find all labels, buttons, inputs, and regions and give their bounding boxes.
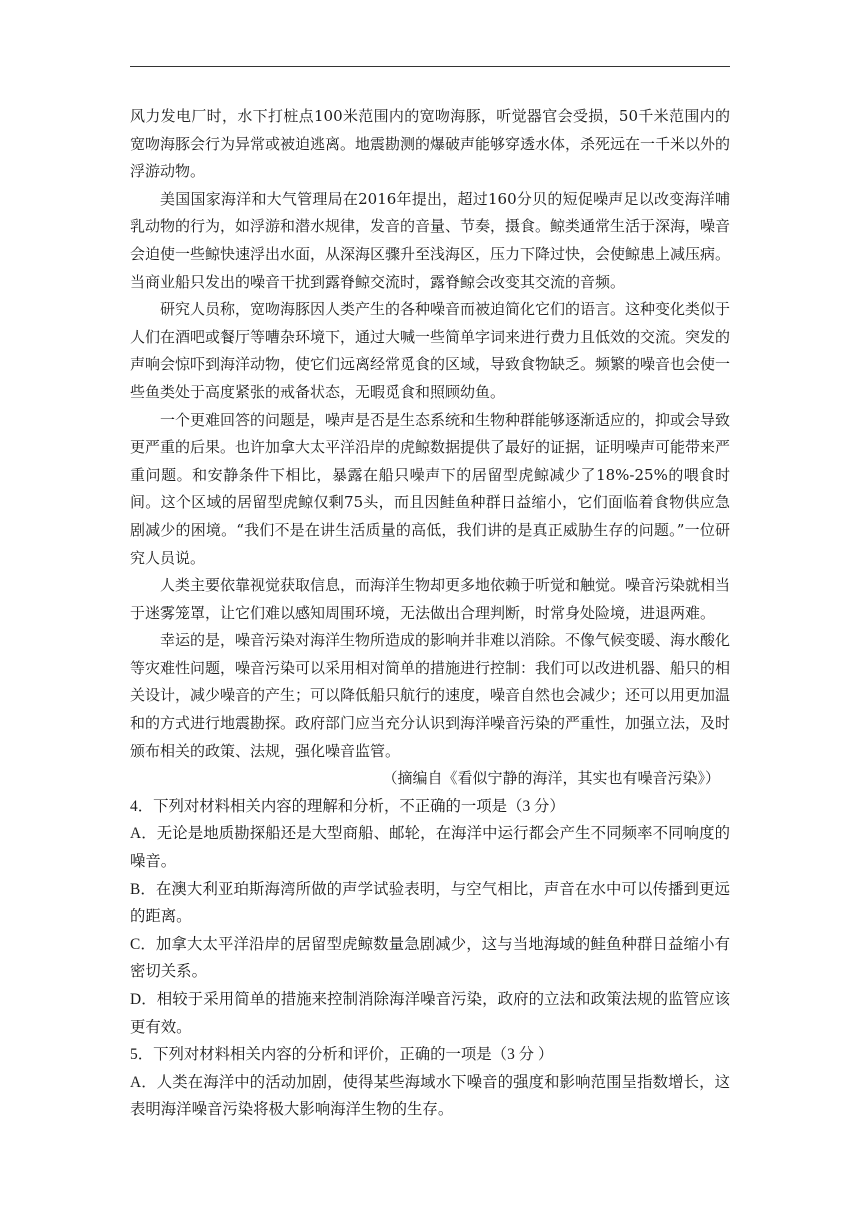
- page-content: [130, 103, 730, 1124]
- question-4-option-b: B．在澳大利亚珀斯海湾所做的声学试验表明，与空气相比，声音在水中可以传播到更远的距离。: [130, 880, 730, 926]
- question-4-option-c: C．加拿大太平洋沿岸的居留型虎鲸数量急剧减少，这与当地海域的鲑鱼种群日益缩小有密切关系。: [130, 935, 730, 981]
- passage-paragraph-1: 风力发电厂时，水下打桩点100米范围内的宽吻海豚，听觉器官会受损，50千米范围内的宽吻海豚会行为异常或被迫逃离。地震勘测的爆破声能够穿透水体，杀死远在一千米以外的浮游动物。: [130, 107, 731, 181]
- passage-source: （摘编自《看似宁静的海洋，其实也有噪音污染》）: [382, 769, 720, 788]
- passage-paragraph-6: 幸运的是，噪音污染对海洋生物所造成的影响并非难以消除。不像气候变暖、海水酸化等灾难性问题，噪音污染可以采用相对简单的措施进行控制：我们可以改进机器、船只的相关设计，减少噪音的产生；可以降低船只航行的速度，噪音自然也会减少；还可以用更加温和的方式进行地震勘探。政府部门应当充分认识到海洋噪音污染的严重性，加强立法，及时颁布相关的政策、法规，强化噪音监管。: [130, 631, 731, 760]
- question-5-stem: 5．下列对材料相关内容的分析和评价，正确的一项是（3 分 ）: [130, 1046, 554, 1064]
- question-5-option-a: A．人类在海洋中的活动加剧，使得某些海域水下噪音的强度和影响范围呈指数增长，这表明海洋噪音污染将极大影响海洋生物的生存。: [130, 1073, 730, 1119]
- question-4-stem: 4．下列对材料相关内容的理解和分析，不正确的一项是（3 分）: [130, 797, 565, 815]
- passage-paragraph-2: 美国国家海洋和大气管理局在2016年提出，超过160分贝的短促噪声足以改变海洋哺乳动物的行为，如浮游和潜水规律，发音的音量、节奏，摄食。鲸类通常生活于深海，噪音会迫使一些鲸快速浮出水面，从深海区骤升至浅海区，压力下降过快，会使鲸患上减压病。当商业船只发出的噪音干扰到露脊鲸交流时，露脊鲸会改变其交流的音频。: [130, 189, 731, 291]
- question-4-option-d: D．相较于采用简单的措施来控制消除海洋噪音污染，政府的立法和政策法规的监管应该更有效。: [130, 991, 730, 1036]
- question-4-option-a: A．无论是地质勘探船还是大型商船、邮轮，在海洋中运行都会产生不同频率不同响度的噪音。: [130, 825, 730, 871]
- header-rule: [130, 66, 730, 67]
- passage-paragraph-4: 一个更难回答的问题是，噪声是否是生态系统和生物种群能够逐渐适应的，抑或会导致更严重的后果。也许加拿大太平洋沿岸的虎鲸数据提供了最好的证据，证明噪声可能带来严重问题。和安静条件下相比，暴露在船只噪声下的居留型虎鲸减少了18%-25%的喂食时间。这个区域的居留型虎鲸仅剩75头，而且因鲑鱼种群日益缩小，它们面临着食物供应急剧减少的困境。“我们不是在讲生活质量的高低，我们讲的是真正威胁生存的问题。”一位研究人员说。: [130, 410, 731, 567]
- passage-paragraph-3: 研究人员称，宽吻海豚因人类产生的各种噪音而被迫简化它们的语言。这种变化类似于人们在酒吧或餐厅等嘈杂环境下，通过大喊一些简单字词来进行费力且低效的交流。突发的声响会惊吓到海洋动物，使它们远离经常觅食的区域，导致食物缺乏。频繁的噪音也会使一些鱼类处于高度紧张的戒备状态，无暇觅食和照顾幼鱼。: [130, 300, 731, 401]
- passage-paragraph-5: 人类主要依靠视觉获取信息，而海洋生物却更多地依赖于听觉和触觉。噪音污染就相当于迷雾笼罩，让它们难以感知周围环境，无法做出合理判断，时常身处险境，进退两难。: [130, 576, 731, 622]
